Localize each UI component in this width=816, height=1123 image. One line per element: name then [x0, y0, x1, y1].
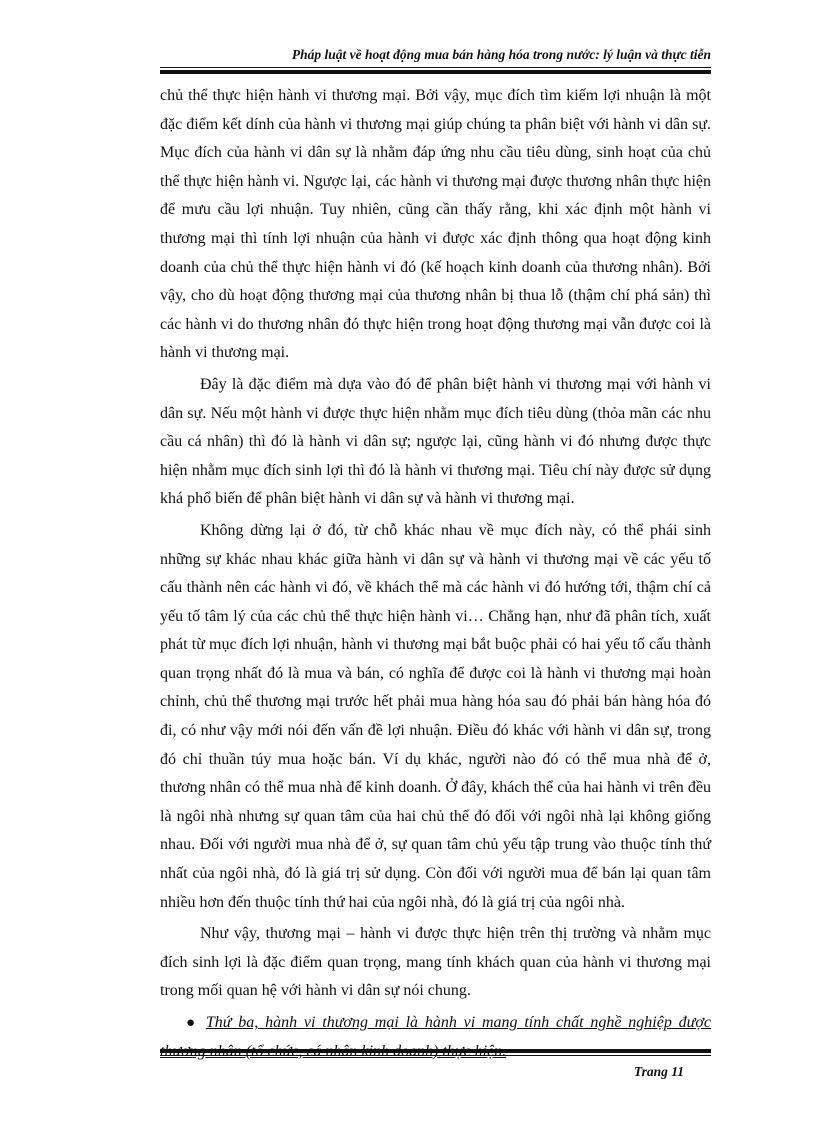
body-text [160, 82, 711, 1069]
paragraph-2: Đây là đặc điểm mà dựa vào đó để phân biệt hành vi thương mại với hành vi dân sự. Nếu một hành vi được thực hiện nhằm mục đích tiêu dùng (thỏa mãn các nhu cầu cá nhân) thì đó là hành vi dân sự; ngược lại, cũng hành vi đó nhưng được thực hiện nhằm mục đích sinh lợi thì đó là hành vi thương mại. Tiêu chí này được sử dụng khá phổ biến để phân biệt hành vi dân sự và hành vi thương mại. [160, 375, 711, 508]
running-header-title: Pháp luật về hoạt động mua bán hàng hóa trong nước: lý luận và thực tiễn [291, 47, 711, 62]
bullet-text: Thứ ba, hành vi thương mại là hành vi mang tính chất nghề nghiệp được [205, 1014, 712, 1031]
bullet-dot-icon: ● [186, 1015, 198, 1031]
footer-rule-thin [160, 1055, 711, 1056]
page-number: Trang 11 [633, 1064, 684, 1079]
paragraph-1: chủ thể thực hiện hành vi thương mại. Bởi vậy, mục đích tìm kiếm lợi nhuận là một đặc điểm kết dính của hành vi thương mại giúp chúng ta phân biệt với hành vi dân sự. Mục đích của hành vi dân sự là nhằm đáp ứng nhu cầu tiêu dùng, sinh hoạt của chủ thể thực hiện hành vi. Ngược lại, các hành vi thương mại được thương nhân thực hiện để mưu cầu lợi nhuận. Tuy nhiên, cũng cần thấy rằng, khi xác định một hành vi thương mại thì tính lợi nhuận của hành vi được xác định thông qua hoạt động kinh doanh của chủ thể thực hiện hành vi đó (kế hoạch kinh doanh của thương nhân). Bởi vậy, cho dù hoạt động thương mại của thương nhân bị thua lỗ (thậm chí phá sản) thì các hành vi do thương nhân đó thực hiện trong hoạt động thương mại vẫn được coi là hành vi thương mại. [160, 87, 711, 362]
header-rule-thin [160, 67, 711, 68]
header-rule-thick [160, 70, 711, 74]
paragraph-3: Không dừng lại ở đó, từ chỗ khác nhau về mục đích này, có thể phái sinh những sự khác nhau khác giữa hành vi dân sự và hành vi thương mại về các yếu tố cấu thành nên các hành vi đó, về khách thể mà các hành vi đó hướng tới, thậm chí cả yếu tố tâm lý của các chủ thể thực hiện hành vi… Chẳng hạn, như đã phân tích, xuất phát từ mục đích lợi nhuận, hành vi thương mại bắt buộc phải có hai yếu tố cấu thành quan trọng nhất đó là mua và bán, có nghĩa để được coi là hành vi thương mại hoàn chỉnh, chủ thể thương mại trước hết phải mua hàng hóa sau đó phải bán hàng hóa đó đi, có như vậy mới nói đến vấn đề lợi nhuận. Điều đó khác với hành vi dân sự, trong đó chỉ thuần túy mua hoặc bán. Ví dụ khác, người nào đó có thể mua nhà để ở, thương nhân có thể mua nhà để kinh doanh. Ở đây, khách thể của hai hành vi trên đều là ngôi nhà nhưng sự quan tâm của hai chủ thể đó đối với ngôi nhà lại không giống nhau. Đối với người mua nhà để ở, sự quan tâm chủ yếu tập trung vào thuộc tính thứ nhất của ngôi nhà, đó là giá trị sử dụng. Còn đối với người mua để bán lại quan tâm nhiều hơn đến thuộc tính thứ hai của ngôi nhà, đó là giá trị của ngôi nhà. [160, 521, 711, 911]
bullet-item [160, 1009, 711, 1066]
paragraph-4: Như vậy, thương mại – hành vi được thực hiện trên thị trường và nhằm mục đích sinh lợi là đặc điểm quan trọng, mang tính khách quan của hành vi thương mại trong mối quan hệ với hành vi dân sự nói chung. [160, 925, 711, 1000]
footer-rule-thick [160, 1049, 711, 1053]
